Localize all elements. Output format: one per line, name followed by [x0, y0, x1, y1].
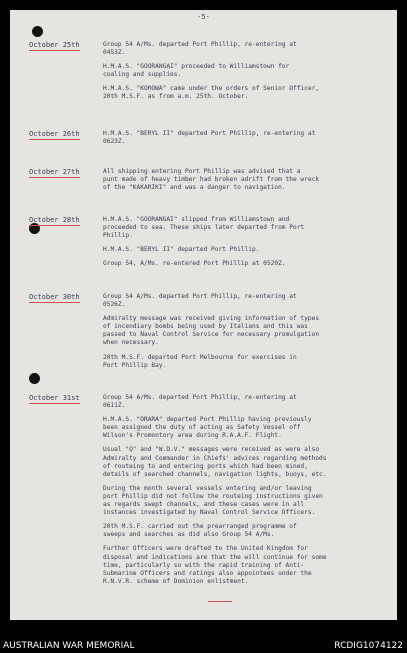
entry-date: October 28th	[29, 216, 80, 224]
entry-paragraph: H.M.A.S. "GOORANGAI" proceeded to Williamstown for coaling and supplies.	[103, 63, 290, 79]
entry-paragraph: H.M.A.S. "ORARA" departed Port Phillip having previously been assigned the duty of acting as Safety Vessel off Wilson's Promontory area during R.A.A.F. Flight.	[103, 416, 312, 440]
entry-date: October 26th	[29, 130, 80, 138]
entry-paragraph: Group 54 A/Ms. departed Port Phillip, re-entering at 0526Z.	[103, 293, 297, 309]
entry-date: October 27th	[29, 168, 80, 176]
entry-paragraph: Further Officers were drafted to the United Kingdom for disposal and indications are that the will continue for some time, particularly so with the rapid training of Anti- Submarine Officers and ratings also appointees under the R.N.V.R. scheme of Dominion enlistment.	[103, 545, 327, 585]
entry-paragraph: H.M.A.S. "BERYL II" departed Port Phillip, re-entering at 0623Z.	[103, 130, 316, 146]
entry-paragraph: All shipping entering Port Phillip was advised that a punt made of heavy timber had broken adrift from the wreck of the "KAKARIKI" and was a danger to navigation.	[103, 168, 320, 192]
entry-date: October 30th	[29, 293, 80, 301]
page-number: -5-	[197, 13, 210, 21]
entry-paragraph: H.M.A.S. "BERYL II" departed Port Phillip.	[103, 246, 260, 254]
entry-paragraph: Usual "Q" and "W.D.V." messages were received as were also Admiralty and Commander in Chiefs' advices regarding methods of routeing to and entering ports which had been mined, details of searched channels, navigation lights, buoys, etc.	[103, 446, 327, 478]
punch-hole	[32, 26, 43, 37]
entry-paragraph: 20th M.S.F. carried out the prearranged programme of sweeps and searches as did also Group 54 A/Ms.	[103, 523, 297, 539]
archive-footer	[0, 628, 407, 653]
entry-paragraph: 20th M.S.F. departed Port Melbourne for exercises in Port Phillip Bay.	[103, 353, 297, 369]
footer-record-id: RCDIG1074122	[334, 641, 403, 651]
entry-date: October 25th	[29, 41, 80, 49]
entry-paragraph: Group 54 A/Ms. departed Port Phillip, re-entering at 0453Z.	[103, 41, 297, 57]
entry-paragraph: Group 54, A/Ms. re-entered Port Phillip at 0520Z.	[103, 260, 286, 268]
entry-paragraph: H.M.A.S. "GOORANGAI" slipped from Williamstown and proceeded to sea. These ships later departed from Port Phillip.	[103, 216, 305, 240]
punch-hole	[29, 373, 40, 384]
end-mark	[208, 601, 232, 602]
entry-paragraph: Group 54 A/Ms. departed Port Phillip, re-entering at 0611Z.	[103, 394, 297, 410]
entry-date: October 31st	[29, 394, 80, 402]
document-page	[10, 10, 397, 620]
footer-source: AUSTRALIAN WAR MEMORIAL	[3, 641, 135, 651]
entry-paragraph: During the month several vessels entering and/or leaving port Phillip did not follow the routeing instructions given as regards swept channels, and these cases were in all instances investigated by Naval Control Service Officers.	[103, 484, 323, 517]
entry-paragraph: Admiralty message was received giving information of types of incendiary bombs being used by Italians and this was passed to Naval Control Service for necessary promulgation when necessary.	[103, 315, 320, 347]
entry-paragraph: H.M.A.S. "KOROWA" came under the orders of Senior Officer, 20th M.S.F. as from a.m. 25th. October.	[103, 85, 320, 101]
